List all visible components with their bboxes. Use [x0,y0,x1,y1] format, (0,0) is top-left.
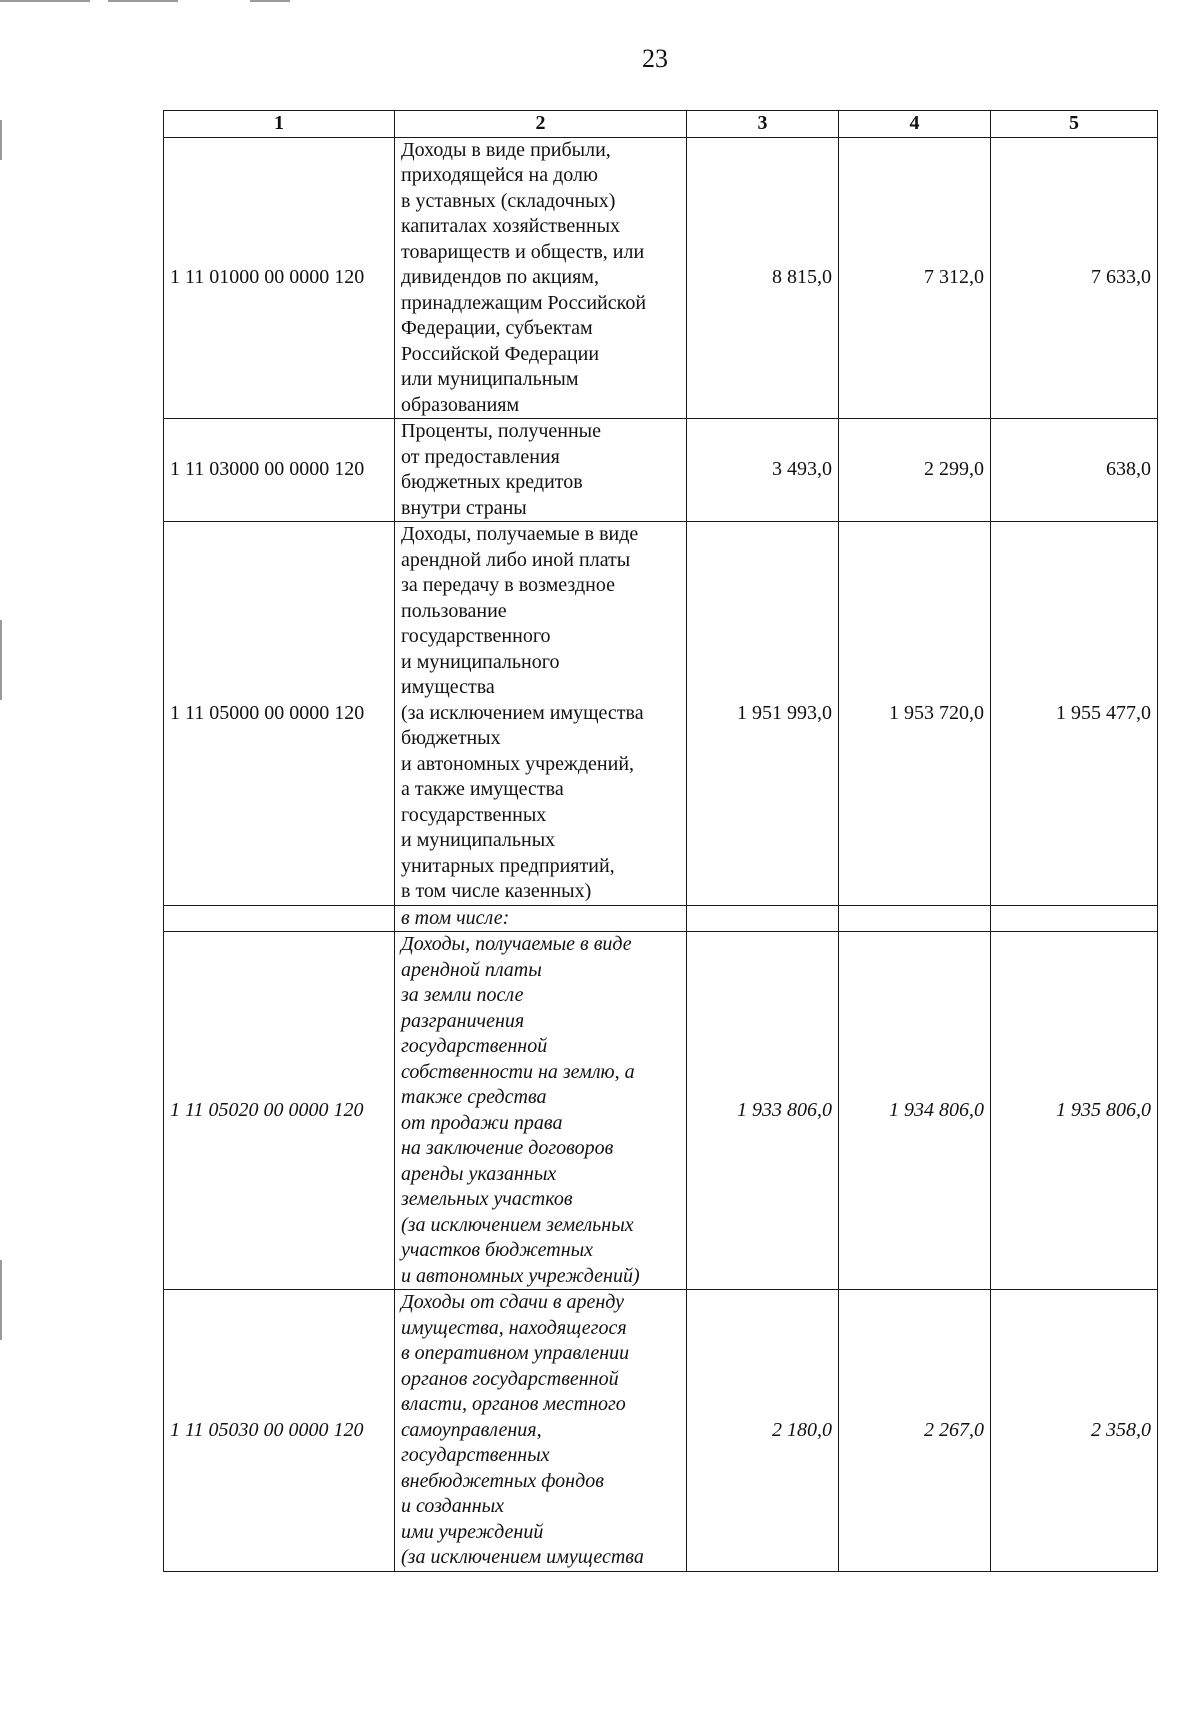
amount-cell-col5: 1 955 477,0 [991,522,1158,906]
column-header-4: 4 [839,111,991,138]
revenue-name-line: бюджетных [401,727,501,749]
revenue-name-line: государственного [401,625,551,647]
amount-cell-col5: 638,0 [991,419,1158,522]
revenue-name-cell [395,137,687,419]
table-row [164,905,1158,932]
table-row [164,419,1158,522]
revenue-name-line: ими учреждений [401,1520,544,1543]
revenue-name-line: аренды указанных [401,1162,557,1185]
column-header-3: 3 [687,111,839,138]
revenue-name-cell [395,932,687,1290]
revenue-name-line: власти, органов местного [401,1393,626,1415]
scan-edge-mark [0,1260,2,1340]
revenue-name-line: и муниципального [401,650,560,673]
amount-cell-col4: 1 934 806,0 [839,932,991,1290]
revenue-name-line: разграничения [401,1009,525,1032]
column-header-5: 5 [991,111,1158,138]
column-header-2: 2 [395,111,687,138]
amount-cell-col3: 1 951 993,0 [687,522,839,906]
revenue-name-line: капиталах хозяйственных [401,215,621,237]
revenue-name-line: (за исключением земельных [401,1213,634,1236]
revenue-name-line: пользование [401,599,507,622]
revenue-name-cell [395,1290,687,1572]
table-row [164,137,1158,419]
revenue-name-line: бюджетных кредитов [401,471,583,493]
amount-cell-col3: 3 493,0 [687,419,839,522]
revenue-name-line: и созданных [401,1495,505,1517]
amount-cell-col3: 8 815,0 [687,137,839,419]
table-row [164,932,1158,1290]
revenue-code-cell: 1 11 05000 00 0000 120 [164,522,395,906]
revenue-name-line: арендной либо иной платы [401,548,631,571]
scan-edge-mark [0,120,2,160]
revenue-name-line: собственности на землю, а [401,1060,635,1083]
revenue-name-line: в оперативном управлении [401,1342,630,1364]
budget-revenue-table [163,110,1158,1572]
amount-cell-col5: 1 935 806,0 [991,932,1158,1290]
revenue-name-line: государственной [401,1035,548,1057]
scan-edge-mark [0,620,2,700]
revenue-code-cell: 1 11 03000 00 0000 120 [164,419,395,522]
revenue-code-cell: 1 11 01000 00 0000 120 [164,137,395,419]
revenue-name-line: на заключение договоров [401,1137,614,1159]
revenue-name-line: и автономных учреждений, [401,752,635,775]
revenue-name-line: также средства [401,1086,547,1108]
revenue-name-line: принадлежащим Российской [401,291,647,314]
revenue-name-line: самоуправления, [401,1418,542,1441]
revenue-name-line: от продажи права [401,1111,563,1134]
revenue-name-line: (за исключением имущества [401,1546,644,1568]
revenue-name-line: государственных [401,803,547,826]
amount-cell-col4: 1 953 720,0 [839,522,991,906]
revenue-name-line: имущества [401,676,495,698]
revenue-name-line: и муниципальных [401,829,556,851]
scan-edge-mark [108,0,178,2]
revenue-name-line: земельных участков [401,1188,573,1210]
revenue-code-cell [164,905,395,932]
revenue-name-line: Проценты, полученные [401,420,601,442]
revenue-name-cell [395,905,687,932]
revenue-name-line: унитарных предприятий, [401,854,615,877]
revenue-name-line: приходящейся на долю [401,164,598,186]
revenue-name-line: в том числе: [401,906,510,929]
revenue-code-cell: 1 11 05020 00 0000 120 [164,932,395,1290]
revenue-name-line: Доходы, получаемые в виде [401,933,632,955]
revenue-name-cell [395,522,687,906]
amount-cell-col4: 2 267,0 [839,1290,991,1572]
table-body [164,137,1158,1571]
revenue-name-line: Доходы, получаемые в виде [401,523,639,545]
amount-cell-col3 [687,905,839,932]
revenue-name-line: и автономных учреждений) [401,1264,640,1287]
revenue-name-line: дивидендов по акциям, [401,266,599,288]
revenue-name-line: или муниципальным [401,368,579,390]
revenue-name-line: от предоставления [401,445,560,468]
amount-cell-col4: 7 312,0 [839,137,991,419]
revenue-name-line: внебюджетных фондов [401,1469,604,1492]
revenue-name-line: арендной платы [401,958,542,981]
revenue-name-line: Российской Федерации [401,342,600,365]
scan-edge-mark [0,0,90,2]
revenue-name-line: государственных [401,1444,550,1466]
revenue-name-line: Доходы от сдачи в аренду [401,1291,625,1313]
revenue-name-line: (за исключением имущества [401,701,644,724]
amount-cell-col5 [991,905,1158,932]
revenue-name-line: участков бюджетных [401,1239,594,1261]
column-header-1: 1 [164,111,395,138]
revenue-name-line: органов государственной [401,1367,619,1390]
page-number: 23 [642,44,668,73]
table-row [164,522,1158,906]
table-row [164,1290,1158,1572]
revenue-name-line: в уставных (складочных) [401,189,616,212]
amount-cell-col5: 7 633,0 [991,137,1158,419]
amount-cell-col3: 1 933 806,0 [687,932,839,1290]
revenue-name-line: в том числе казенных) [401,880,592,902]
scan-edge-mark [250,0,290,2]
revenue-name-line: образованиям [401,393,520,416]
revenue-name-line: внутри страны [401,496,527,519]
revenue-name-line: имущества, находящегося [401,1316,627,1339]
revenue-name-line: товариществ и обществ, или [401,240,645,263]
amount-cell-col3: 2 180,0 [687,1290,839,1572]
amount-cell-col4: 2 299,0 [839,419,991,522]
revenue-name-line: за земли после [401,984,524,1006]
column-number-header-row [164,111,1158,138]
amount-cell-col5: 2 358,0 [991,1290,1158,1572]
revenue-name-line: за передачу в возмездное [401,574,615,596]
revenue-name-line: Федерации, субъектам [401,317,593,339]
revenue-name-line: а также имущества [401,778,564,800]
revenue-name-cell [395,419,687,522]
revenue-name-line: Доходы в виде прибыли, [401,138,611,161]
revenue-code-cell: 1 11 05030 00 0000 120 [164,1290,395,1572]
amount-cell-col4 [839,905,991,932]
